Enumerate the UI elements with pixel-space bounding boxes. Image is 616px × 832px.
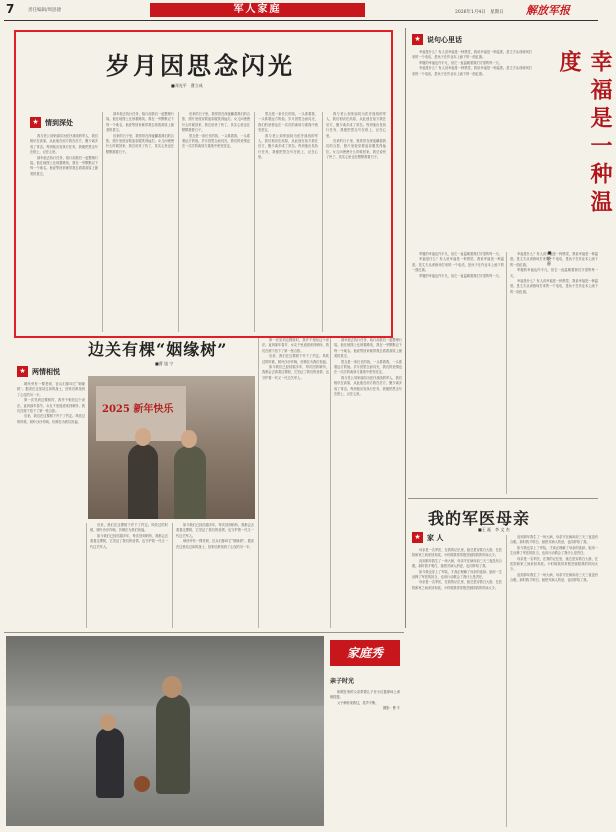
- aside-title: [540, 50, 613, 250]
- article1-col2: 那年他去执行任务，临行前我们一起整理行装。他在地图上比划着路线，我在一旁默默记下每一个地名。他说等回来就带我去看看高原上最美的星空。 后来的日子里，我常常在深夜翻看我们的合影，照片里他穿着迷彩服笑得灿烂。女儿问爸爸什么时候回来，我总说快了快了，其实心里也在默默数着日子。: [106, 112, 174, 154]
- article3-title: 我的军医母亲: [428, 509, 531, 528]
- article3-subhead: ★ 家 人: [412, 532, 443, 543]
- family-photo: [6, 636, 324, 826]
- section-title: 军人家庭: [233, 4, 282, 15]
- article2-photo: [88, 376, 255, 519]
- article3-col1: 母亲是一名军医，在我的记忆里，她总是穿着白大褂，在医院和家之间来回奔波。小时候我常常抱怨她陪我的时间太少。 直到那年我生了一场大病，母亲守在病床前三天三夜没有合眼。那时我才明白，她把对病人的爱，也同样给了我。 如今我也穿上了军装，才真正理解了母亲的选择。她用一生诠释了军医的担当，也用行动教会了我什么是责任。 母亲是一名军医，在我的记忆里，她总是穿着白大褂，在医院和家之间来回奔波。小时候我常常抱怨她陪我的时间太少。: [412, 548, 502, 590]
- aside-title-text: 幸福是一种温度: [556, 50, 613, 218]
- article3-byline: ■王 磊 李 文 杰: [478, 527, 510, 532]
- article1-col1: 我与老公刘家朋同为医疗战线的军人，我们相识在高原，从此他在前方我在后方，聚少离多成了常态。每到他出发执行任务，我便把思念写在纸上，记在心里。 那年他去执行任务，临行前我们一起整理行装。他在地图上比划着路线，我在一旁默默记下每一个地名。他说等回来就带我去看看高原上最美的星空。: [30, 134, 98, 176]
- star-icon: ★: [30, 117, 41, 128]
- aside-col2: 军嫂的幸福也许平凡，但它一直温暖着我们守望的每一天。 幸福是什么？有人说幸福是一种感觉，我说幸福是一种温度。是丈夫从训练场打来的一个电话，是孩子在作业本上画下的一面红旗。 军嫂的幸福也许平凡，但它一直温暖着我们守望的每一天。: [412, 252, 504, 278]
- article1-col5: 我与老公刘家朋同为医疗战线的军人，我们相识在高原，从此他在前方我在后方，聚少离多成了常态。每到他出发执行任务，我便把思念写在纸上，记在心里。 后来的日子里，我常常在深夜翻看我们的合影，照片里他穿着迷彩服笑得灿烂。女儿问爸爸什么时候回来，我总说快了快了，其实心里也在默默数着日子。: [326, 112, 386, 160]
- child-figure: [96, 728, 124, 798]
- photo-caption-title: 亲子时光: [330, 678, 355, 685]
- article3-col2: 直到那年我生了一场大病，母亲守在病床前三天三夜没有合眼。那时我才明白，她把对病人的爱，也同样给了我。 如今我也穿上了军装，才真正理解了母亲的选择。她用一生诠释了军医的担当，也用行动教会了我什么是责任。 母亲是一名军医，在我的记忆里，她总是穿着白大褂，在医院和家之间来回奔波。小时候我常常抱怨她陪我的时间太少。 直到那年我生了一场大病，母亲守在病床前三天三夜没有合眼。那时我才明白，她把对病人的爱，也同样给了我。: [510, 535, 598, 583]
- issue-date: 2026年1月4日 星期日: [455, 10, 504, 15]
- aside-col1: 幸福是什么？有人说幸福是一种感觉，我说幸福是一种温度。是丈夫从训练场打来的一个电话，是孩子在作业本上画下的一面红旗。 军嫂的幸福也许平凡，但它一直温暖着我们守望的每一天。 幸福是什么？有人说幸福是一种感觉，我说幸福是一种温度。是丈夫从训练场打来的一个电话，是孩子在作业本上画下的一面红旗。: [412, 50, 532, 76]
- article2-byline: ■曹 旭 宁: [155, 361, 174, 366]
- article1-col3: 后来的日子里，我常常在深夜翻看我们的合影，照片里他穿着迷彩服笑得灿烂。女儿问爸爸什么时候回来，我总说快了快了，其实心里也在默默数着日子。 思念是一条长长的线，一头系着我，一头系着远方的他。岁月因思念而闪光，我们的爱情也在一次次的离别与重逢中愈发坚定。: [182, 112, 250, 149]
- person-1: [128, 444, 158, 519]
- article1-col4: 思念是一条长长的线，一头系着我，一头系着远方的他。岁月因思念而闪光，我们的爱情也在一次次的离别与重逢中愈发坚定。 我与老公刘家朋同为医疗战线的军人，我们相识在高原，从此他在前方我在后方，聚少离多成了常态。每到他出发执行任务，我便把思念写在纸上，记在心里。: [258, 112, 318, 160]
- aside-col3: 幸福是什么？有人说幸福是一种感觉，我说幸福是一种温度。是丈夫从训练场打来的一个电话，是孩子在作业本上画下的一面红旗。 军嫂的幸福也许平凡，但它一直温暖着我们守望的每一天。 幸福是什么？有人说幸福是一种感觉，我说幸福是一种温度。是丈夫从训练场打来的一个电话，是孩子在作业本上画下的一面红旗。: [510, 252, 598, 294]
- page-number: 7: [6, 2, 15, 16]
- featured-article: [14, 30, 393, 338]
- aside-byline: ■ 晓 静: [547, 250, 552, 266]
- masthead-logo: 解放军报: [526, 4, 570, 17]
- photo-banner-text: 2025 新年快乐: [102, 404, 174, 415]
- article1-byline: ■邓光平 曹立成: [171, 83, 203, 88]
- photo-section-label: 家庭秀: [330, 640, 400, 666]
- star-icon: ★: [412, 34, 423, 45]
- article2-title: 边关有棵“姻缘树”: [88, 340, 228, 359]
- basketball: [134, 776, 150, 792]
- star-icon: ★: [17, 366, 28, 377]
- article2-col4: 第一次见到这棵树时，我并不相信这个说法。直到那年春节，女友千里迢迢来到哨所，我们在树下拍下了第一张合影。 后来，我们在这棵树下许下了约定。风吹过的时候，树叶沙沙作响，仿佛在为我们祝福。 如今我们已经结婚多年，每次回到哨所，我都会去看看这棵树，它见证了我们的爱情，也守护着一代又一代边关军人。: [262, 338, 329, 380]
- article1-title: 岁月因思念闪光: [106, 51, 295, 80]
- article1-subhead: ★ 情到深处: [30, 117, 73, 128]
- photo-caption: 休假在家的父亲带着儿子在小区篮球场上训练投篮， 父子俩你来我往，笑声不断。 摄影：曹 宇: [330, 690, 400, 711]
- header-rule: [4, 20, 598, 21]
- article2-col2: 后来，我们在这棵树下许下了约定。风吹过的时候，树叶沙沙作响，仿佛在为我们祝福。 如今我们已经结婚多年，每次回到哨所，我都会去看看这棵树，它见证了我们的爱情，也守护着一代又一代边关军人。: [90, 523, 168, 549]
- article2-subhead: ★ 两情相悦: [17, 366, 60, 377]
- article1-continued: 那年他去执行任务，临行前我们一起整理行装。他在地图上比划着路线，我在一旁默默记下每一个地名。他说等回来就带我去看看高原上最美的星空。 思念是一条长长的线，一头系着我，一头系着远方的他。岁月因思念而闪光，我们的爱情也在一次次的离别与重逢中愈发坚定。 我与老公刘家朋同为医疗战线的军人，我们相识在高原，从此他在前方我在后方，聚少离多成了常态。每到他出发执行任务，我便把思念写在纸上，记在心里。: [334, 338, 402, 397]
- star-icon: ★: [412, 532, 423, 543]
- article2-col1: 哨所旁有一棵老树，官兵们都叫它“姻缘树”。据说在这里站过岗的战士，回家后都找到了心仪的另一半。 第一次见到这棵树时，我并不相信这个说法。直到那年春节，女友千里迢迢来到哨所，我们在树下拍下了第一张合影。 后来，我们在这棵树下许下了约定。风吹过的时候，树叶沙沙作响，仿佛在为我们祝福。: [17, 382, 85, 424]
- page-header: [0, 0, 602, 22]
- aside-subhead: ★ 说句心里话: [412, 34, 462, 45]
- person-2: [174, 446, 206, 519]
- editor-credit: 责任编辑/周思捷: [28, 8, 62, 13]
- article2-col3: 如今我们已经结婚多年，每次回到哨所，我都会去看看这棵树，它见证了我们的爱情，也守护着一代又一代边关军人。 哨所旁有一棵老树，官兵们都叫它“姻缘树”。据说在这里站过岗的战士，回家后都找到了心仪的另一半。: [176, 523, 254, 549]
- soldier-figure: [156, 694, 190, 794]
- section-banner: [150, 3, 365, 17]
